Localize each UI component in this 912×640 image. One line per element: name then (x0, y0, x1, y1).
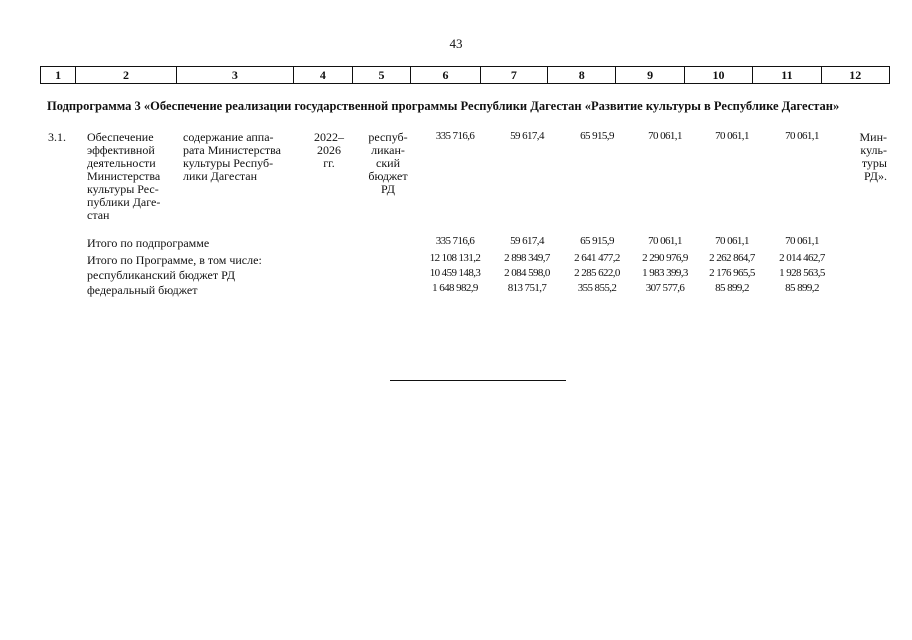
total-value: 2 641 477,2 (574, 252, 620, 264)
total-value: 355 855,2 (577, 282, 617, 294)
separator-line (390, 380, 566, 381)
total-value: 12 108 131,2 (429, 252, 481, 264)
value-2026: 70 061,1 (785, 130, 819, 142)
executor (841, 131, 887, 183)
measure-name (87, 131, 182, 222)
total-label-subprogram: Итого по подпрограмме (87, 236, 210, 250)
total-value: 2 262 864,7 (709, 252, 755, 264)
total-value: 70 061,1 (715, 235, 749, 247)
executor-line: куль- (860, 143, 887, 157)
row-number: 3.1. (48, 130, 66, 144)
column-header: 5 (353, 67, 412, 83)
total-value: 1 983 399,3 (642, 267, 688, 279)
value-total: 335 716,6 (435, 130, 475, 142)
measure-content (183, 131, 303, 183)
column-header-row (40, 66, 890, 84)
measure-name-line: стан (87, 208, 110, 222)
measure-content-line: культуры Респуб- (183, 156, 274, 170)
total-value: 2 176 965,5 (709, 267, 755, 279)
total-value: 2 285 622,0 (574, 267, 620, 279)
subprogram-title: Подпрограмма 3 «Обеспечение реализации государственной программы Республики Дагестан «Развитие культуры в Республике Дагестан» (47, 99, 840, 113)
total-value: 307 577,6 (645, 282, 685, 294)
total-value: 2 084 598,0 (504, 267, 550, 279)
measure-content-line: лики Дагестан (183, 169, 258, 183)
funding-source-line: бюджет (368, 169, 408, 183)
column-header: 2 (76, 67, 177, 83)
column-header: 6 (411, 67, 480, 83)
measure-name-line: Министерства (87, 169, 161, 183)
measure-name-line: культуры Рес- (87, 182, 159, 196)
total-value: 335 716,6 (435, 235, 475, 247)
value-2023: 65 915,9 (580, 130, 614, 142)
column-header: 12 (822, 67, 890, 83)
column-header: 1 (40, 67, 76, 83)
total-value: 70 061,1 (785, 235, 819, 247)
period-line: 2026 (317, 143, 341, 157)
funding-source-line: РД (381, 182, 395, 196)
total-label-republican: республиканский бюджет РД (87, 268, 236, 282)
funding-source-line: ский (376, 156, 400, 170)
total-value: 59 617,4 (510, 235, 544, 247)
funding-source (360, 131, 416, 196)
measure-content-line: содержание аппа- (183, 130, 274, 144)
measure-content-line: рата Министерства (183, 143, 281, 157)
total-label-federal: федеральный бюджет (87, 283, 198, 297)
total-label-program: Итого по Программе, в том числе: (87, 253, 262, 267)
total-value: 10 459 148,3 (429, 267, 481, 279)
measure-name-line: эффективной (87, 143, 155, 157)
total-value: 85 899,2 (785, 282, 819, 294)
total-value: 1 928 563,5 (779, 267, 825, 279)
column-header: 3 (177, 67, 294, 83)
total-value: 1 648 982,9 (432, 282, 478, 294)
column-header: 11 (753, 67, 821, 83)
total-value: 65 915,9 (580, 235, 614, 247)
executor-line: РД». (864, 169, 887, 183)
measure-name-line: публики Даге- (87, 195, 161, 209)
page-number: 43 (449, 36, 463, 51)
total-value: 813 751,7 (507, 282, 547, 294)
measure-name-line: деятельности (87, 156, 156, 170)
column-header: 8 (548, 67, 616, 83)
measure-name-line: Обеспечение (87, 130, 154, 144)
total-value: 2 014 462,7 (779, 252, 825, 264)
funding-source-line: респуб- (368, 130, 408, 144)
column-header: 10 (685, 67, 753, 83)
period (303, 131, 355, 170)
total-value: 85 899,2 (715, 282, 749, 294)
funding-source-line: ликан- (371, 143, 405, 157)
executor-line: туры (861, 156, 887, 170)
column-header: 9 (616, 67, 684, 83)
total-value: 70 061,1 (648, 235, 682, 247)
column-header: 4 (294, 67, 353, 83)
period-line: гг. (323, 156, 335, 170)
total-value: 2 290 976,9 (642, 252, 688, 264)
period-line: 2022– (314, 130, 344, 144)
executor-line: Мин- (859, 130, 887, 144)
total-value: 2 898 349,7 (504, 252, 550, 264)
value-2022: 59 617,4 (510, 130, 544, 142)
value-2024: 70 061,1 (648, 130, 682, 142)
column-header: 7 (481, 67, 548, 83)
value-2025: 70 061,1 (715, 130, 749, 142)
